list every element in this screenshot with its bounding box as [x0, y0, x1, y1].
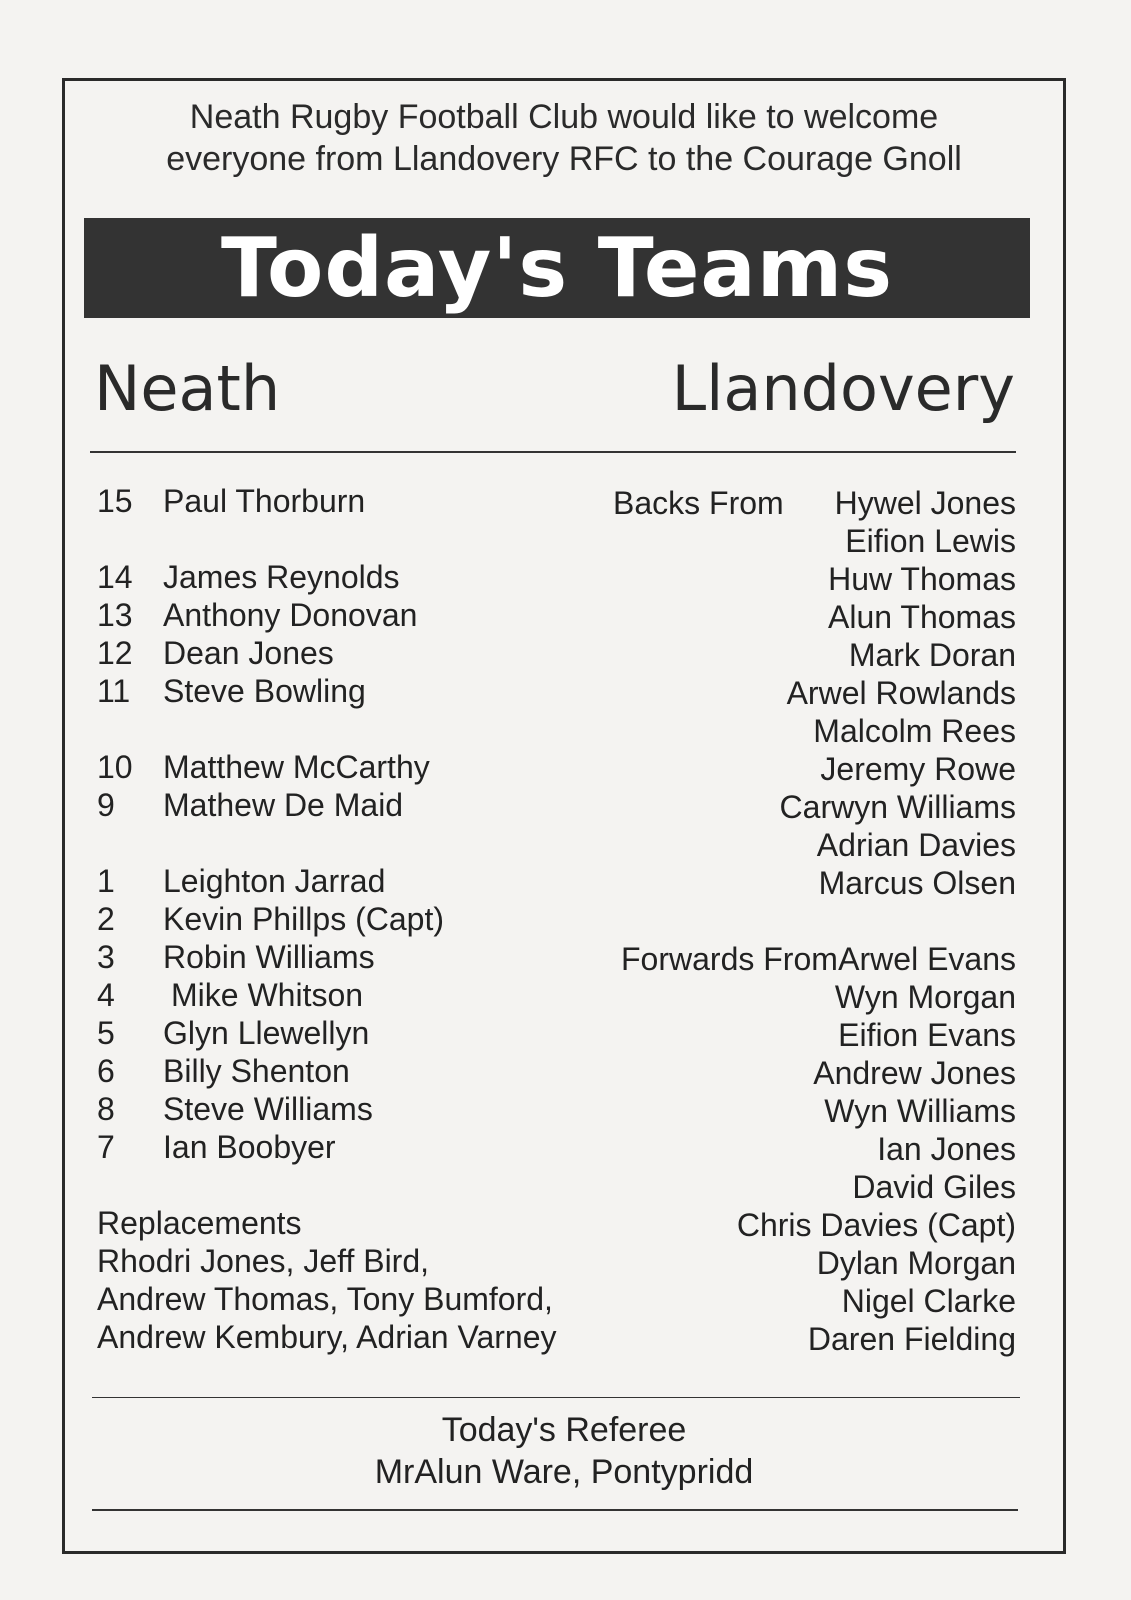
- player-name: Ian Boobyer: [163, 1129, 336, 1165]
- referee-section: [62, 1409, 1066, 1493]
- player-number: 6: [97, 1053, 115, 1089]
- forward-player-name: Arwel Evans: [838, 941, 1016, 977]
- player-number: 4: [97, 977, 115, 1013]
- forward-player-name: Andrew Jones: [813, 1055, 1016, 1091]
- back-player-name: Carwyn Williams: [779, 789, 1016, 825]
- back-player-name: Malcolm Rees: [813, 713, 1016, 749]
- backs-label: Backs From: [613, 485, 784, 521]
- forward-player-name: Ian Jones: [877, 1131, 1016, 1167]
- forward-player-name: Chris Davies (Capt): [736, 1207, 1016, 1243]
- back-player-name: Alun Thomas: [828, 599, 1016, 635]
- referee-name: MrAlun Ware, Pontypridd: [374, 1453, 754, 1491]
- away-team-name: Llandovery: [671, 352, 1015, 425]
- player-number: 15: [97, 483, 133, 519]
- player-name: Matthew McCarthy: [163, 749, 430, 785]
- back-player-name: Eifion Lewis: [845, 523, 1016, 559]
- player-number: 2: [97, 901, 115, 937]
- forward-player-name: David Giles: [852, 1169, 1016, 1205]
- player-number: 14: [97, 559, 133, 595]
- player-name: Steve Williams: [163, 1091, 373, 1127]
- player-name: Kevin Phillps (Capt): [163, 901, 444, 937]
- divider-bottom: [92, 1509, 1018, 1511]
- player-number: 3: [97, 939, 115, 975]
- player-name: Billy Shenton: [163, 1053, 350, 1089]
- player-number: 9: [97, 787, 115, 823]
- back-player-name: Arwel Rowlands: [786, 675, 1016, 711]
- back-player-name: Marcus Olsen: [818, 865, 1016, 901]
- player-number: 7: [97, 1129, 115, 1165]
- player-number: 1: [97, 863, 115, 899]
- divider-referee: [92, 1397, 1020, 1398]
- player-number: 8: [97, 1091, 115, 1127]
- divider-top: [90, 451, 1016, 453]
- replacements-label: Replacements: [97, 1205, 302, 1241]
- player-name: Paul Thorburn: [163, 483, 366, 519]
- player-name: Glyn Llewellyn: [163, 1015, 370, 1051]
- player-number: 5: [97, 1015, 115, 1051]
- replacements-line: Andrew Thomas, Tony Bumford,: [97, 1281, 553, 1317]
- welcome-line-2: everyone from Llandovery RFC to the Courage Gnoll: [166, 140, 962, 178]
- player-number: 11: [97, 673, 131, 709]
- back-player-name: Huw Thomas: [828, 561, 1016, 597]
- forward-player-name: Daren Fielding: [807, 1321, 1016, 1357]
- home-team-name: Neath: [94, 352, 281, 425]
- banner-title: Today's Teams: [220, 220, 894, 316]
- player-name: Mathew De Maid: [163, 787, 404, 823]
- player-number: 13: [97, 597, 133, 633]
- welcome-message: [62, 96, 1066, 180]
- player-name: Mike Whitson: [171, 977, 364, 1013]
- back-player-name: Adrian Davies: [816, 827, 1016, 863]
- player-name: Anthony Donovan: [163, 597, 418, 633]
- replacements-line: Rhodri Jones, Jeff Bird,: [97, 1243, 430, 1279]
- back-player-name: Mark Doran: [848, 637, 1016, 673]
- player-name: Steve Bowling: [163, 673, 366, 709]
- referee-label: Today's Referee: [441, 1411, 687, 1449]
- player-name: Leighton Jarrad: [163, 863, 386, 899]
- forward-player-name: Wyn Morgan: [834, 979, 1016, 1015]
- back-player-name: Jeremy Rowe: [820, 751, 1016, 787]
- player-name: Robin Williams: [163, 939, 375, 975]
- player-name: Dean Jones: [163, 635, 334, 671]
- replacements-line: Andrew Kembury, Adrian Varney: [97, 1319, 557, 1355]
- welcome-line-1: Neath Rugby Football Club would like to welcome: [189, 98, 939, 136]
- player-number: 12: [97, 635, 133, 671]
- title-banner: [84, 218, 1030, 318]
- forward-player-name: Nigel Clarke: [841, 1283, 1016, 1319]
- player-name: James Reynolds: [163, 559, 400, 595]
- forwards-label: Forwards From: [621, 941, 838, 977]
- back-player-name: Hywel Jones: [834, 485, 1016, 521]
- forward-player-name: Eifion Evans: [838, 1017, 1016, 1053]
- forward-player-name: Wyn Williams: [824, 1093, 1016, 1129]
- forward-player-name: Dylan Morgan: [816, 1245, 1016, 1281]
- player-number: 10: [97, 749, 133, 785]
